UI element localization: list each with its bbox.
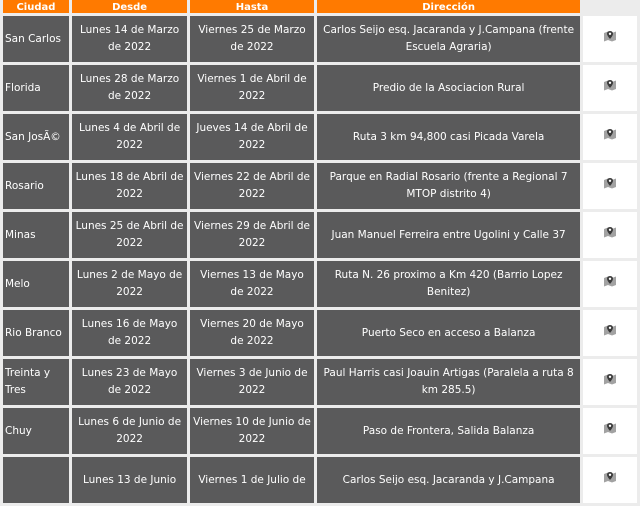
cell-desde: Lunes 25 de Abril de 2022 <box>72 212 187 258</box>
cell-ciudad: San Carlos <box>3 16 69 62</box>
map-link-cell[interactable] <box>583 163 637 209</box>
map-pin-icon[interactable] <box>603 421 617 435</box>
table-row <box>3 408 637 454</box>
map-pin-icon[interactable] <box>603 225 617 239</box>
cell-desde: Lunes 23 de Mayo de 2022 <box>72 359 187 405</box>
cell-direccion: Carlos Seijo esq. Jacaranda y J.Campana (frente Escuela Agraria) <box>317 16 581 62</box>
cell-direccion: Ruta 3 km 94,800 casi Picada Varela <box>317 114 581 160</box>
cell-direccion: Predio de la Asociacion Rural <box>317 65 581 111</box>
cell-hasta: Jueves 14 de Abril de 2022 <box>190 114 314 160</box>
cell-desde: Lunes 2 de Mayo de 2022 <box>72 261 187 307</box>
map-link-cell[interactable] <box>583 457 637 503</box>
table-row <box>3 359 637 405</box>
cell-direccion: Ruta N. 26 proximo a Km 420 (Barrio Lopez Benitez) <box>317 261 581 307</box>
map-pin-icon[interactable] <box>603 323 617 337</box>
cell-desde: Lunes 18 de Abril de 2022 <box>72 163 187 209</box>
cell-desde: Lunes 28 de Marzo de 2022 <box>72 65 187 111</box>
cell-ciudad: Chuy <box>3 408 69 454</box>
cell-direccion: Paso de Frontera, Salida Balanza <box>317 408 581 454</box>
map-link-cell[interactable] <box>583 16 637 62</box>
cell-direccion: Paul Harris casi Joauin Artigas (Paralela a ruta 8 km 285.5) <box>317 359 581 405</box>
map-pin-icon[interactable] <box>603 29 617 43</box>
cell-hasta: Viernes 10 de Junio de 2022 <box>190 408 314 454</box>
table-header-row <box>3 0 637 13</box>
cell-hasta: Viernes 13 de Mayo de 2022 <box>190 261 314 307</box>
cell-ciudad <box>3 457 69 503</box>
cell-ciudad: Treinta y Tres <box>3 359 69 405</box>
map-link-cell[interactable] <box>583 261 637 307</box>
map-link-cell[interactable] <box>583 212 637 258</box>
table-row <box>3 163 637 209</box>
cell-desde: Lunes 6 de Junio de 2022 <box>72 408 187 454</box>
cell-desde: Lunes 4 de Abril de 2022 <box>72 114 187 160</box>
map-pin-icon[interactable] <box>603 127 617 141</box>
header-direccion: Dirección <box>317 0 581 13</box>
cell-ciudad: San JosÃ© <box>3 114 69 160</box>
cell-hasta: Viernes 1 de Julio de <box>190 457 314 503</box>
map-pin-icon[interactable] <box>603 470 617 484</box>
table-row <box>3 212 637 258</box>
map-link-cell[interactable] <box>583 65 637 111</box>
header-map <box>583 0 637 13</box>
table-row <box>3 16 637 62</box>
map-pin-icon[interactable] <box>603 78 617 92</box>
cell-direccion: Parque en Radial Rosario (frente a Regional 7 MTOP distrito 4) <box>317 163 581 209</box>
header-desde: Desde <box>72 0 187 13</box>
map-link-cell[interactable] <box>583 114 637 160</box>
cell-direccion: Carlos Seijo esq. Jacaranda y J.Campana <box>317 457 581 503</box>
map-pin-icon[interactable] <box>603 176 617 190</box>
cell-ciudad: Florida <box>3 65 69 111</box>
cell-desde: Lunes 13 de Junio <box>72 457 187 503</box>
cell-desde: Lunes 16 de Mayo de 2022 <box>72 310 187 356</box>
cell-hasta: Viernes 1 de Abril de 2022 <box>190 65 314 111</box>
header-ciudad: Ciudad <box>3 0 69 13</box>
header-hasta: Hasta <box>190 0 314 13</box>
cell-hasta: Viernes 25 de Marzo de 2022 <box>190 16 314 62</box>
table-row <box>3 457 637 503</box>
cell-desde: Lunes 14 de Marzo de 2022 <box>72 16 187 62</box>
table-row <box>3 310 637 356</box>
cell-ciudad: Melo <box>3 261 69 307</box>
map-pin-icon[interactable] <box>603 274 617 288</box>
map-link-cell[interactable] <box>583 408 637 454</box>
cell-ciudad: Rosario <box>3 163 69 209</box>
map-pin-icon[interactable] <box>603 372 617 386</box>
cell-ciudad: Rio Branco <box>3 310 69 356</box>
cell-direccion: Puerto Seco en acceso a Balanza <box>317 310 581 356</box>
map-link-cell[interactable] <box>583 359 637 405</box>
cell-hasta: Viernes 3 de Junio de 2022 <box>190 359 314 405</box>
table-row <box>3 114 637 160</box>
cell-hasta: Viernes 20 de Mayo de 2022 <box>190 310 314 356</box>
cell-ciudad: Minas <box>3 212 69 258</box>
cell-hasta: Viernes 29 de Abril de 2022 <box>190 212 314 258</box>
cell-hasta: Viernes 22 de Abril de 2022 <box>190 163 314 209</box>
cell-direccion: Juan Manuel Ferreira entre Ugolini y Calle 37 <box>317 212 581 258</box>
map-link-cell[interactable] <box>583 310 637 356</box>
table-row <box>3 65 637 111</box>
table-row <box>3 261 637 307</box>
